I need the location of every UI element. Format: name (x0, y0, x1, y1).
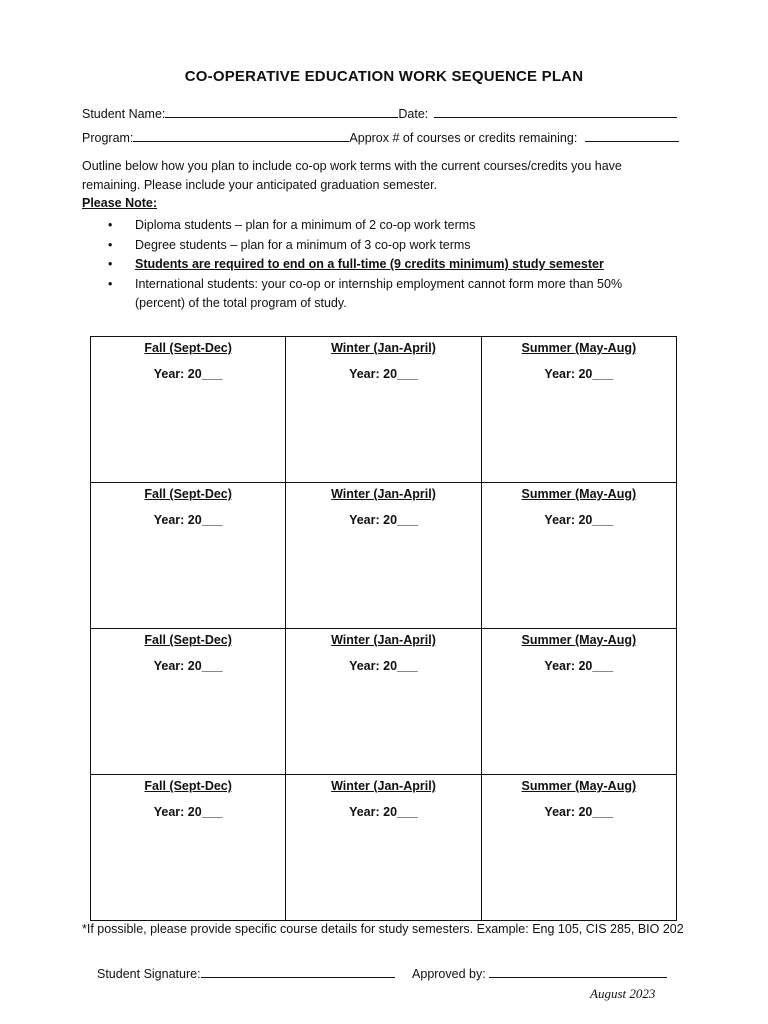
grid-cell[interactable]: Summer (May-Aug) Year: 20___ (481, 629, 676, 775)
student-name-field[interactable] (165, 104, 398, 118)
table-row (91, 337, 677, 483)
program-label: Program: (82, 131, 134, 145)
bullet-icon: • (108, 237, 113, 252)
grid-cell[interactable]: Winter (Jan-April) Year: 20___ (286, 629, 481, 775)
bullet-icon: • (108, 218, 113, 232)
student-name-row (82, 104, 677, 121)
credits-label: Approx # of courses or credits remaining: (349, 131, 578, 145)
student-signature-field[interactable] (201, 964, 395, 978)
program-field[interactable] (133, 128, 349, 142)
grid-cell[interactable]: Fall (Sept-Dec) Year: 20___ (91, 775, 286, 921)
student-signature-label: Student Signature: (97, 967, 201, 981)
approved-by-label: Approved by: (412, 967, 486, 981)
grid-cell[interactable]: Fall (Sept-Dec) Year: 20___ (91, 483, 286, 629)
grid-cell[interactable]: Winter (Jan-April) Year: 20___ (286, 337, 481, 483)
grid-cell[interactable]: Winter (Jan-April) Year: 20___ (286, 483, 481, 629)
table-row (91, 775, 677, 921)
list-item: • Diploma students – plan for a minimum of 2 co-op work terms (108, 216, 668, 236)
intro-paragraph: Outline below how you plan to include co-op work terms with the current courses/credits you have remaining. Please include your anticipated graduation semester. (82, 159, 622, 192)
bullet-icon: • (108, 276, 113, 291)
grid-cell[interactable]: Fall (Sept-Dec) Year: 20___ (91, 337, 286, 483)
list-item: • International students: your co-op or internship employment cannot form more than 50% (percent) of the total program of study. (108, 276, 623, 310)
list-item: • Degree students – plan for a minimum of 3 co-op work terms (108, 236, 668, 256)
date-label: Date: (398, 107, 429, 121)
notes-list (108, 216, 668, 314)
revision-date: August 2023 (590, 986, 656, 1001)
credits-field[interactable] (585, 128, 679, 142)
grid-cell[interactable]: Fall (Sept-Dec) Year: 20___ (91, 629, 286, 775)
table-row (91, 629, 677, 775)
bullet-icon: • (108, 257, 113, 271)
signature-row (97, 964, 667, 981)
table-row (91, 483, 677, 629)
work-sequence-grid (90, 336, 677, 921)
grid-cell[interactable]: Winter (Jan-April) Year: 20___ (286, 775, 481, 921)
student-name-label: Student Name: (82, 107, 166, 121)
date-field[interactable] (434, 104, 677, 118)
list-item: • Students are required to end on a full-time (9 credits minimum) study semester (108, 255, 668, 275)
grid-cell[interactable]: Summer (May-Aug) Year: 20___ (481, 775, 676, 921)
grid-cell[interactable]: Summer (May-Aug) Year: 20___ (481, 483, 676, 629)
approved-by-field[interactable] (489, 964, 667, 978)
note-heading: Please Note: (82, 196, 158, 210)
form-title: CO-OPERATIVE EDUCATION WORK SEQUENCE PLAN (184, 68, 584, 85)
program-row (82, 128, 679, 145)
footnote: *If possible, please provide specific course details for study semesters. Example: Eng 105, CIS 285, BIO 202 (82, 922, 684, 936)
grid-cell[interactable]: Summer (May-Aug) Year: 20___ (481, 337, 676, 483)
